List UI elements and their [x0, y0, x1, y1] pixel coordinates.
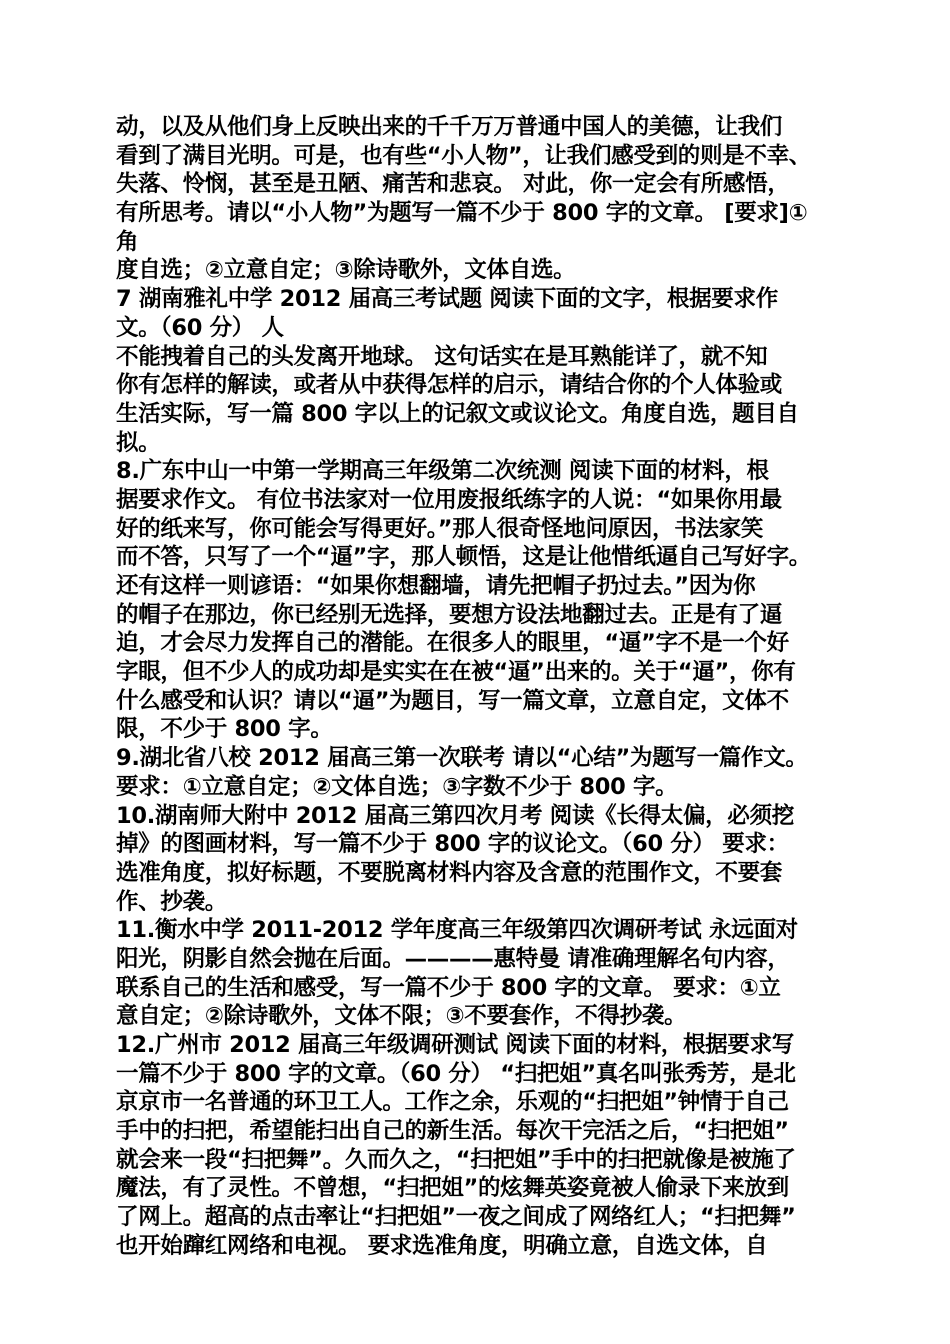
text-line: 据要求作文。 有位书法家对一位用废报纸练字的人说：“如果你用最: [116, 486, 782, 513]
text-line: 而不答，只写了一个“逼”字，那人顿悟，这是让他惜纸逼自己写好字。: [116, 544, 811, 571]
text-line: 手中的扫把，希望能扫出自己的新生活。每次干完活之后，“扫把姐”: [116, 1118, 789, 1145]
text-line: 选准角度，拟好标题，不要脱离材料内容及含意的范围作文，不要套: [116, 859, 783, 886]
text-line: 魔法，有了灵性。不曾想，“扫把姐”的炫舞英姿竟被人偷录下来放到: [116, 1175, 789, 1202]
text-line: 一篇不少于 800 字的文章。（60 分） “扫把姐”真名叫张秀芳，是北: [116, 1060, 796, 1087]
text-line: 什么感受和认识？请以“逼”为题目，写一篇文章，立意自定，文体不: [116, 687, 789, 714]
question-10-heading: 10.湖南师大附中 2012 届高三第四次月考 阅读《长得太偏，必须挖: [116, 802, 794, 829]
text-line: 动，以及从他们身上反映出来的千千万万普通中国人的美德，让我们: [116, 114, 783, 140]
text-line: 好的纸来写，你可能会写得更好。”那人很奇怪地问原因，书法家笑: [116, 515, 764, 542]
question-7-heading: 7 湖南雅礼中学 2012 届高三考试题 阅读下面的文字，根据要求作: [116, 286, 778, 313]
text-line: 拟。: [116, 429, 161, 456]
text-line: 有所思考。请以“小人物”为题写一篇不少于 800 字的文章。 [要求]①: [116, 200, 808, 227]
text-line: 字眼，但不少人的成功却是实实在在被“逼”出来的。关于“逼”，你有: [116, 659, 796, 686]
text-line: 角: [116, 228, 139, 255]
text-line: 失落、怜悯，甚至是丑陋、痛苦和悲哀。 对此，你一定会有所感悟，: [116, 171, 790, 198]
text-line: 文。（60 分） 人: [116, 314, 284, 341]
text-line: 京京市一名普通的环卫工人。工作之余，乐观的“扫把姐”钟情于自己: [116, 1089, 789, 1116]
text-line: 还有这样一则谚语：“如果你想翻墙，请先把帽子扔过去。”因为你: [116, 573, 756, 599]
text-line: 限，不少于 800 字。: [116, 716, 333, 743]
text-line: 也开始蹿红网络和电视。 要求选准角度，明确立意，自选文体，自: [116, 1232, 768, 1259]
question-9-heading: 9.湖北省八校 2012 届高三第一次联考 请以“心结”为题写一篇作文。: [116, 745, 808, 772]
text-line: 作、抄袭。: [116, 888, 228, 915]
text-line: 度自选；②立意自定；③除诗歌外，文体自选。: [116, 257, 576, 284]
text-line: 意自定；②除诗歌外，文体不限；③不要套作，不得抄袭。: [116, 1003, 687, 1030]
text-line: 你有怎样的解读，或者从中获得怎样的启示，请结合你的个人体验或: [116, 372, 783, 399]
text-line: 不能拽着自己的头发离开地球。 这句话实在是耳熟能详了，就不知: [116, 343, 768, 370]
question-12-heading: 12.广州市 2012 届高三年级调研测试 阅读下面的材料，根据要求写: [116, 1032, 794, 1058]
text-line: 联系自己的生活和感受，写一篇不少于 800 字的文章。 要求：①立: [116, 974, 781, 1001]
text-line: 阳光，阴影自然会抛在后面。————惠特曼 请准确理解名句内容，: [116, 945, 790, 972]
text-line: 生活实际，写一篇 800 字以上的记叙文或议论文。角度自选，题目自: [116, 400, 799, 427]
text-line: 迫，才会尽力发挥自己的潜能。在很多人的眼里，“逼”字不是一个好: [116, 630, 789, 657]
text-line: 掉》的图画材料，写一篇不少于 800 字的议论文。（60 分） 要求：: [116, 831, 789, 858]
text-line: 就会来一段“扫把舞”。久而久之，“扫把姐”手中的扫把就像是被施了: [116, 1146, 796, 1173]
question-11-heading: 11.衡水中学 2011-2012 学年度高三年级第四次调研考试 永远面对: [116, 917, 798, 944]
text-line: 要求：①立意自定；②文体自选；③字数不少于 800 字。: [116, 773, 678, 800]
text-line: 了网上。超高的点击率让“扫把姐”一夜之间成了网络红人；“扫把舞”: [116, 1204, 796, 1231]
text-line: 看到了满目光明。可是，也有些“小人物”，让我们感受到的则是不幸、: [116, 142, 811, 169]
document-body: [116, 113, 840, 1261]
question-8-heading: 8.广东中山一中第一学期高三年级第二次统测 阅读下面的材料，根: [116, 458, 769, 485]
text-line: 的帽子在那边，你已经别无选择，要想方设法地翻过去。正是有了逼: [116, 601, 783, 628]
